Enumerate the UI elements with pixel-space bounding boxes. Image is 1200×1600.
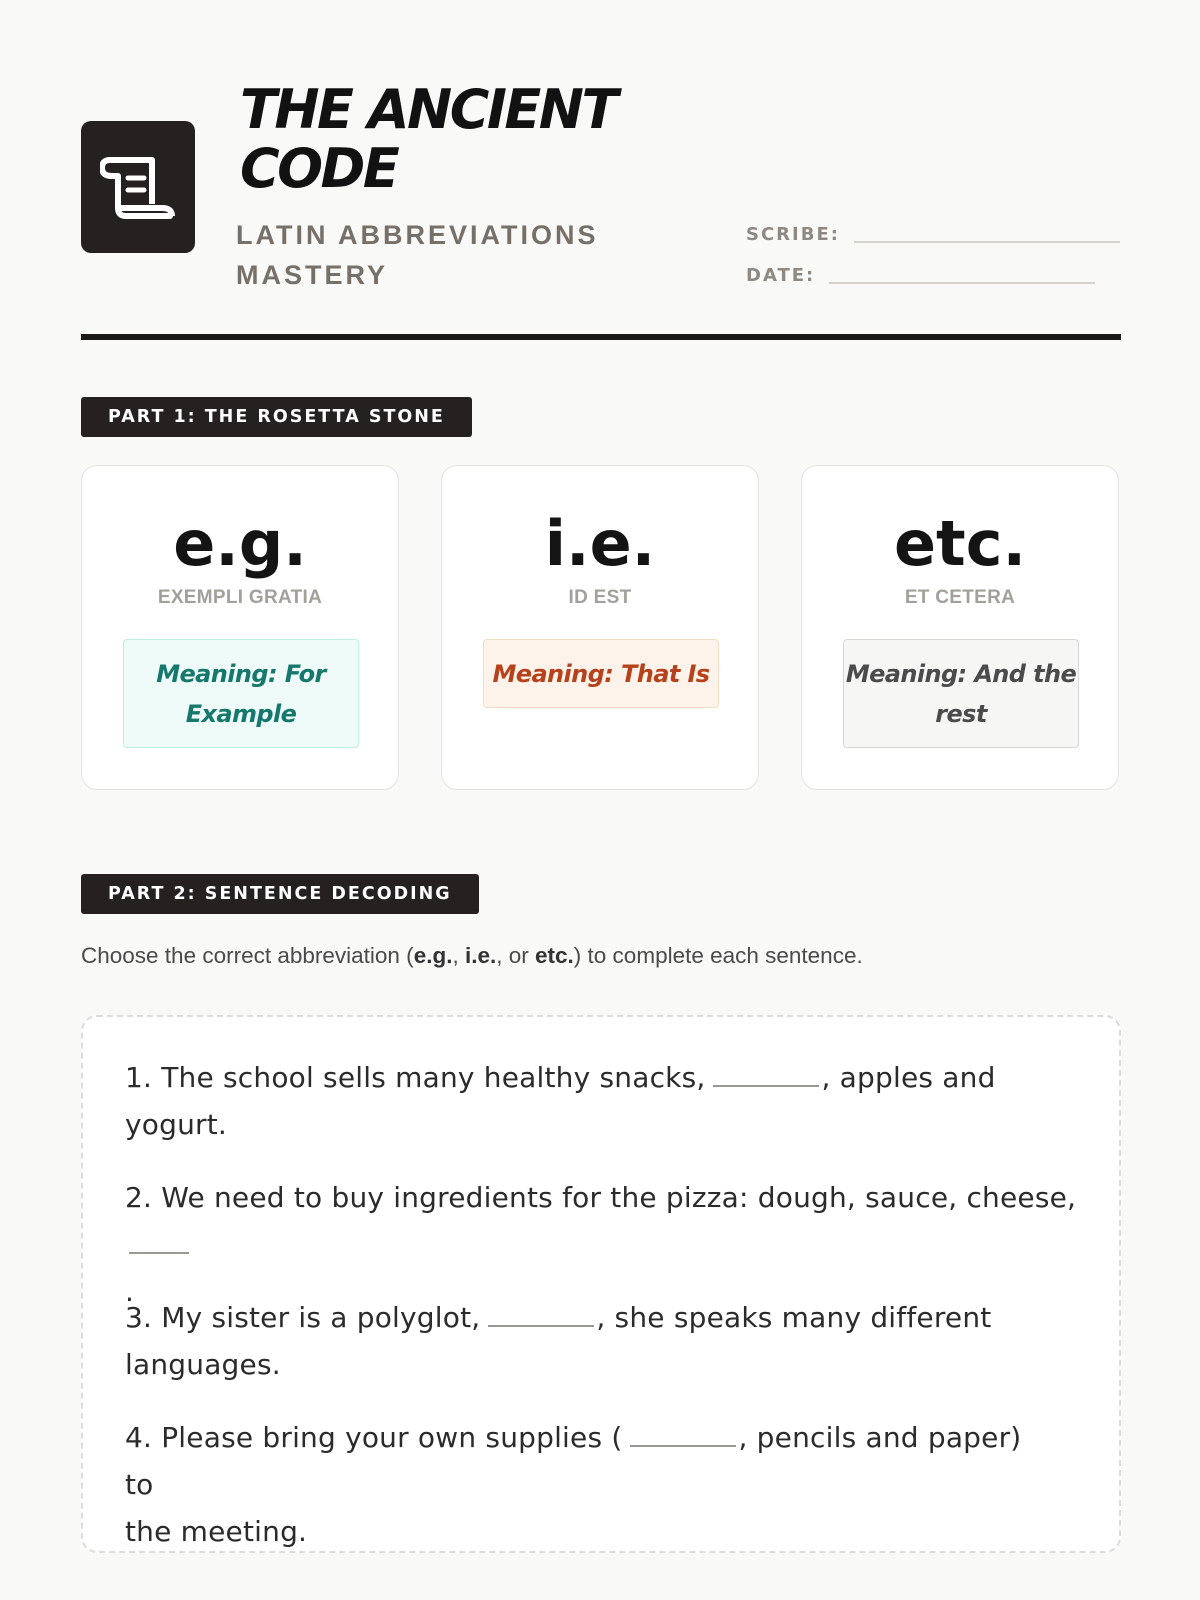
question-text: 1. The school sells many healthy snacks, [125, 1061, 706, 1094]
subtitle-line-1: LATIN ABBREVIATIONS [236, 220, 599, 250]
date-input-line[interactable] [829, 282, 1095, 284]
question-text-line2: yogurt. [125, 1108, 228, 1141]
scribe-field [746, 224, 1120, 245]
part1-header: PART 1: THE ROSETTA STONE [81, 397, 472, 437]
card-etc [801, 465, 1119, 790]
question-text-line2: the meeting. [125, 1515, 308, 1548]
question-text: 4. Please bring your own supplies ( [125, 1421, 623, 1454]
question-text-after: , pencils and paper) to [125, 1421, 1022, 1501]
scribe-label: SCRIBE: [746, 224, 840, 245]
date-label: DATE: [746, 265, 816, 286]
option-etc: etc. [535, 943, 574, 968]
header-divider [81, 334, 1121, 340]
card-meaning [123, 639, 359, 748]
title-line-1: THE ANCIENT [240, 78, 616, 141]
card-latin: ID EST [568, 587, 632, 608]
part2-header: PART 2: SENTENCE DECODING [81, 874, 479, 914]
page-subtitle [236, 215, 656, 295]
scribe-input-line[interactable] [854, 241, 1120, 243]
subtitle-line-2: MASTERY [236, 260, 389, 290]
card-abbreviation: e.g. [173, 507, 307, 580]
exercise-box [81, 1015, 1121, 1553]
meaning-line-1: Meaning: And the [845, 659, 1077, 688]
question-text-line2: . [125, 1275, 135, 1308]
meaning-line-1: Meaning: That Is [492, 659, 710, 688]
question-text-line2: languages. [125, 1348, 281, 1381]
scroll-icon [81, 121, 195, 253]
answer-blank[interactable] [488, 1303, 594, 1327]
answer-blank[interactable] [129, 1230, 189, 1254]
instructions-suffix: ) to complete each sentence. [573, 943, 863, 968]
question-text-after: , apples and [821, 1061, 996, 1094]
question-4 [125, 1414, 1045, 1555]
instructions-sep-2: , or [496, 943, 536, 968]
card-eg [81, 465, 399, 790]
option-ie: i.e. [464, 943, 497, 968]
card-latin: ET CETERA [904, 587, 1016, 608]
meaning-line-1: Meaning: For [156, 659, 326, 688]
scroll-icon-graphic [100, 152, 176, 222]
meaning-line-2: rest [935, 699, 987, 728]
instructions [81, 943, 863, 969]
card-meaning [843, 639, 1079, 748]
question-text: 3. My sister is a polyglot, [125, 1301, 481, 1334]
option-eg: e.g. [413, 943, 453, 968]
page-title [240, 80, 700, 198]
answer-blank[interactable] [713, 1063, 819, 1087]
card-meaning [483, 639, 719, 708]
card-ie [441, 465, 759, 790]
card-abbreviation: i.e. [544, 507, 656, 580]
question-text: 2. We need to buy ingredients for the pizza: dough, sauce, cheese, [125, 1181, 1077, 1214]
question-1 [125, 1054, 1045, 1148]
meaning-line-2: Example [185, 699, 297, 728]
card-abbreviation: etc. [894, 507, 1026, 580]
question-text-after: , she speaks many different [596, 1301, 992, 1334]
answer-blank[interactable] [630, 1423, 736, 1447]
date-field [746, 265, 1095, 286]
question-3 [125, 1294, 1045, 1388]
title-line-2: CODE [240, 137, 398, 200]
abbreviation-cards [81, 465, 1121, 790]
instructions-prefix: Choose the correct abbreviation ( [81, 943, 414, 968]
instructions-sep-1: , [452, 943, 465, 968]
card-latin: EXEMPLI GRATIA [157, 587, 323, 608]
